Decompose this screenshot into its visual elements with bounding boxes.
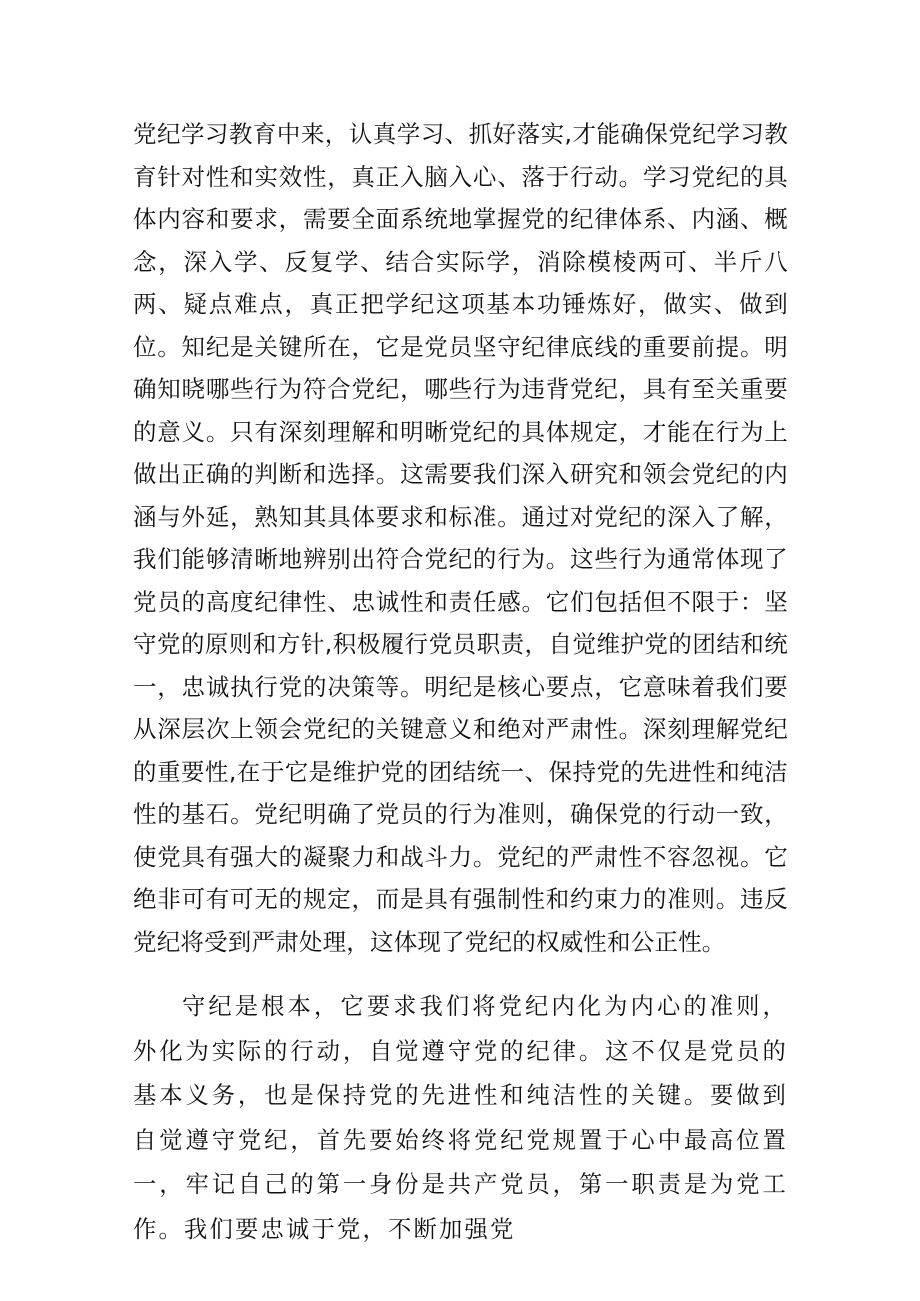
- paragraph-1: 党纪学习教育中来，认真学习、抓好落实,才能确保党纪学习教育针对性和实效性，真正入脑入心、落于行动。学习党纪的具体内容和要求，需要全面系统地掌握党的纪律体系、内涵、概念，深入学、反复学、结合实际学，消除模棱两可、半斤八两、疑点难点，真正把学纪这项基本功锤炼好，做实、做到位。知纪是关键所在，它是党员坚守纪律底线的重要前提。明确知晓哪些行为符合党纪，哪些行为违背党纪，具有至关重要的意义。只有深刻理解和明晰党纪的具体规定，才能在行为上做出正确的判断和选择。这需要我们深入研究和领会党纪的内涵与外延，熟知其具体要求和标准。通过对党纪的深入了解，我们能够清晰地辨别出符合党纪的行为。这些行为通常体现了党员的高度纪律性、忠诚性和责任感。它们包括但不限于：坚守党的原则和方针,积极履行党员职责，自觉维护党的团结和统一，忠诚执行党的决策等。明纪是核心要点，它意味着我们要从深层次上领会党纪的关键意义和绝对严肃性。深刻理解党纪的重要性,在于它是维护党的团结统一、保持党的先进性和纯洁性的基石。党纪明确了党员的行为准则，确保党的行动一致，使党具有强大的凝聚力和战斗力。党纪的严肃性不容忽视。它绝非可有可无的规定，而是具有强制性和约束力的准则。违反党纪将受到严肃处理，这体现了党纪的权威性和公正性。: [133, 120, 788, 956]
- paragraph-2: 守纪是根本，它要求我们将党纪内化为内心的准则，外化为实际的行动，自觉遵守党的纪律。这不仅是党员的基本义务，也是保持党的先进性和纯洁性的关键。要做到自觉遵守党纪，首先要始终将党纪党规置于心中最高位置一，牢记自己的第一身份是共产党员，第一职责是为党工作。我们要忠诚于党，不断加强党: [133, 993, 788, 1243]
